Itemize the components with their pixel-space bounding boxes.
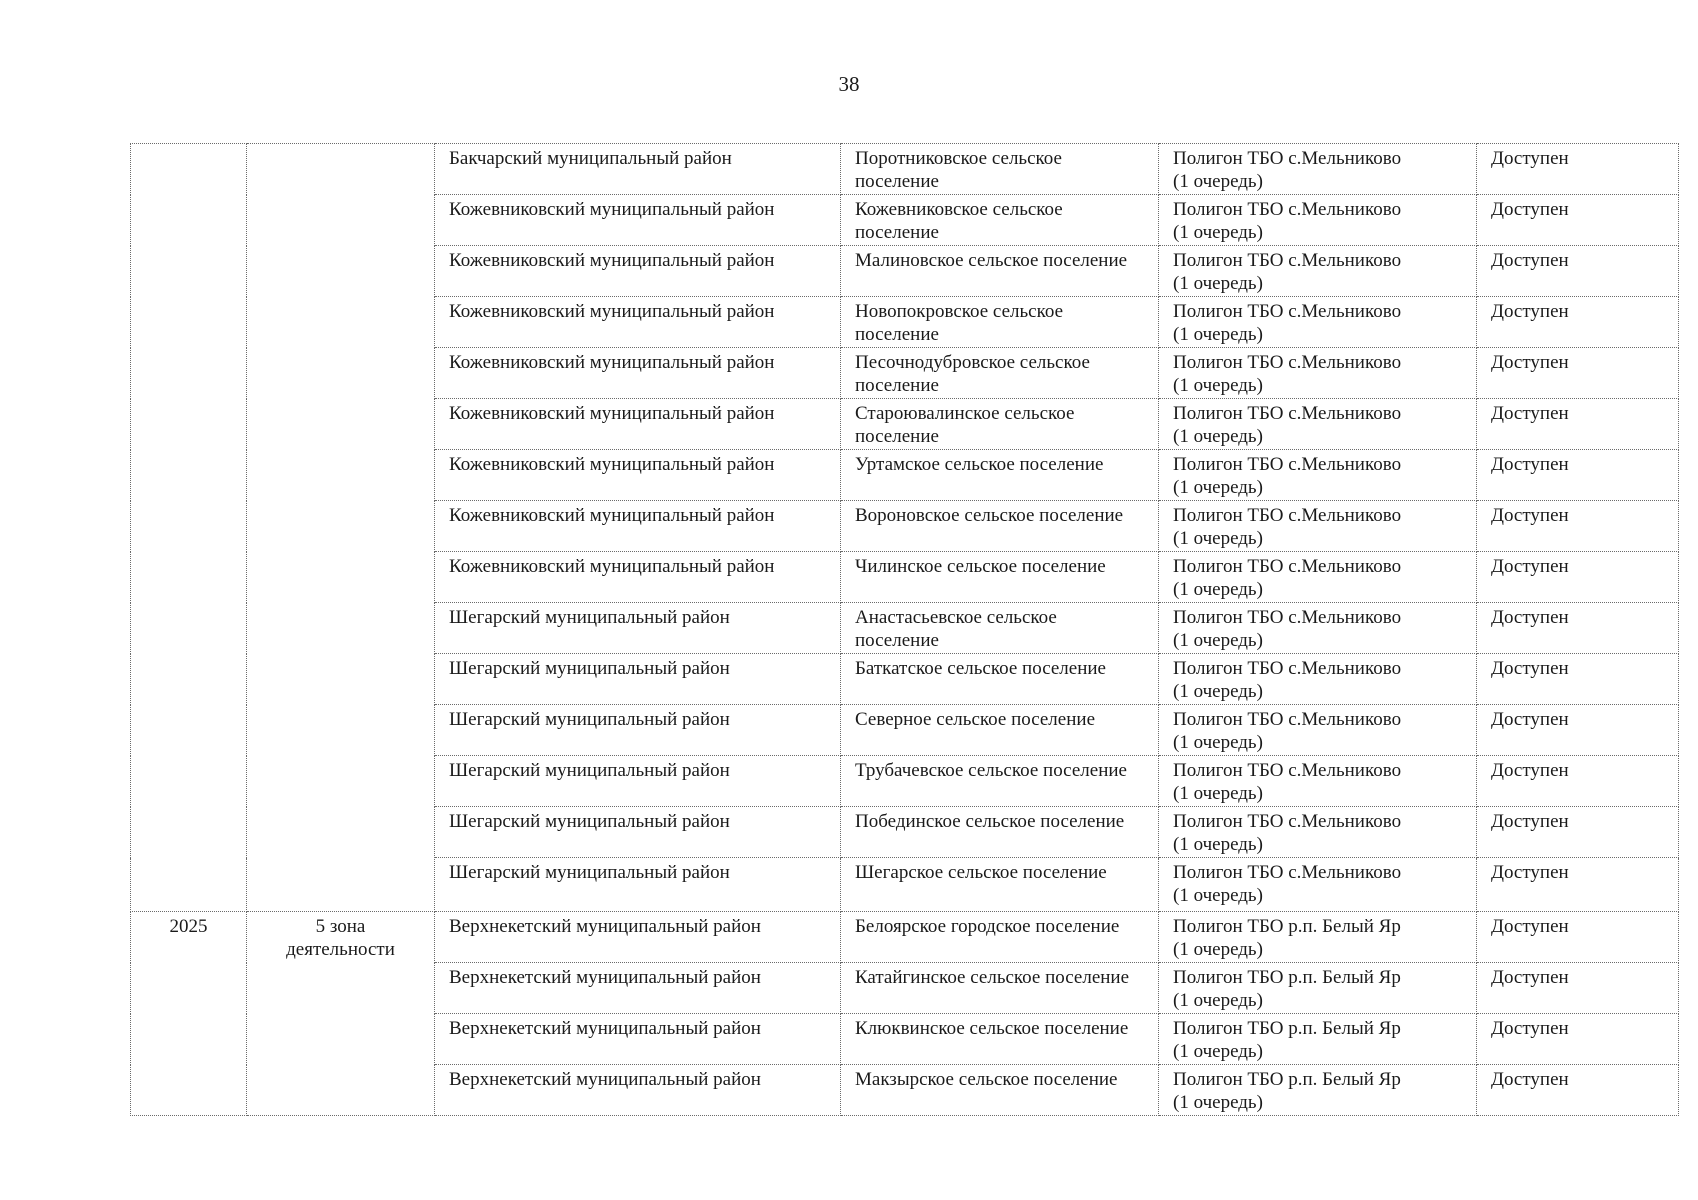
settlement-cell [841, 912, 1159, 963]
settlement-cell [841, 603, 1159, 654]
status-cell: Доступен [1477, 807, 1679, 858]
text-line: Полигон ТБО с.Мельниково [1173, 352, 1402, 373]
landfill-cell [1159, 654, 1477, 705]
landfill-cell [1159, 552, 1477, 603]
text-line: (1 очередь) [1173, 222, 1263, 243]
status-cell: Доступен [1477, 399, 1679, 450]
settlement-cell [841, 144, 1159, 195]
district-cell: Кожевниковский муниципальный район [435, 246, 841, 297]
district-cell: Верхнекетский муниципальный район [435, 1065, 841, 1116]
text-line: 5 зона [315, 916, 366, 937]
district-cell: Верхнекетский муниципальный район [435, 963, 841, 1014]
landfill-cell [1159, 705, 1477, 756]
text-line: Полигон ТБО р.п. Белый Яр [1173, 1069, 1401, 1090]
landfill-cell [1159, 756, 1477, 807]
status-cell: Доступен [1477, 858, 1679, 912]
text-line: (1 очередь) [1173, 324, 1263, 345]
status-cell: Доступен [1477, 246, 1679, 297]
status-cell: Доступен [1477, 195, 1679, 246]
text-line: Чилинское сельское поселение [855, 556, 1106, 577]
text-line: Полигон ТБО с.Мельниково [1173, 199, 1402, 220]
year-cell [131, 144, 247, 912]
text-line: поселение [855, 630, 939, 651]
status-cell: Доступен [1477, 705, 1679, 756]
status-cell: Доступен [1477, 144, 1679, 195]
landfill-cell [1159, 246, 1477, 297]
text-line: (1 очередь) [1173, 681, 1263, 702]
text-line: Песочнодубровское сельское [855, 352, 1090, 373]
landfill-cell [1159, 1065, 1477, 1116]
text-line: (1 очередь) [1173, 630, 1263, 651]
text-line: (1 очередь) [1173, 273, 1263, 294]
text-line: Полигон ТБО с.Мельниково [1173, 811, 1402, 832]
landfill-cell [1159, 348, 1477, 399]
text-line: Староювалинское сельское [855, 403, 1075, 424]
text-line: поселение [855, 222, 939, 243]
text-line: Полигон ТБО с.Мельниково [1173, 505, 1402, 526]
status-cell: Доступен [1477, 756, 1679, 807]
settlement-cell [841, 963, 1159, 1014]
district-cell: Кожевниковский муниципальный район [435, 297, 841, 348]
settlement-cell [841, 807, 1159, 858]
landfill-cell [1159, 963, 1477, 1014]
district-cell: Кожевниковский муниципальный район [435, 348, 841, 399]
district-cell: Кожевниковский муниципальный район [435, 195, 841, 246]
settlement-cell [841, 501, 1159, 552]
text-line: Вороновское сельское поселение [855, 505, 1124, 526]
district-cell: Шегарский муниципальный район [435, 807, 841, 858]
text-line: Полигон ТБО с.Мельниково [1173, 454, 1402, 475]
text-line: Полигон ТБО с.Мельниково [1173, 709, 1402, 730]
text-line: (1 очередь) [1173, 1041, 1263, 1062]
text-line: Побединское сельское поселение [855, 811, 1125, 832]
landfill-cell [1159, 399, 1477, 450]
text-line: Полигон ТБО р.п. Белый Яр [1173, 916, 1401, 937]
text-line: Полигон ТБО с.Мельниково [1173, 862, 1402, 883]
text-line: (1 очередь) [1173, 885, 1263, 906]
landfill-cell [1159, 603, 1477, 654]
text-line: поселение [855, 324, 939, 345]
text-line: Трубачевское сельское поселение [855, 760, 1127, 781]
settlement-cell [841, 858, 1159, 912]
status-cell: Доступен [1477, 297, 1679, 348]
zone-cell [247, 912, 435, 1116]
text-line: поселение [855, 171, 939, 192]
district-cell: Шегарский муниципальный район [435, 603, 841, 654]
landfill-cell [1159, 450, 1477, 501]
district-cell: Кожевниковский муниципальный район [435, 399, 841, 450]
text-line: Полигон ТБО с.Мельниково [1173, 148, 1402, 169]
settlement-cell [841, 1065, 1159, 1116]
table-row [131, 144, 1679, 195]
text-line: Шегарское сельское поселение [855, 862, 1107, 883]
district-cell: Шегарский муниципальный район [435, 756, 841, 807]
text-line: (1 очередь) [1173, 834, 1263, 855]
text-line: (1 очередь) [1173, 1092, 1263, 1113]
landfill-cell [1159, 912, 1477, 963]
text-line: Поротниковское сельское [855, 148, 1062, 169]
text-line: (1 очередь) [1173, 426, 1263, 447]
text-line: деятельности [286, 939, 395, 960]
table-row [131, 912, 1679, 963]
text-line: (1 очередь) [1173, 528, 1263, 549]
settlement-cell [841, 399, 1159, 450]
text-line: Северное сельское поселение [855, 709, 1095, 730]
settlement-cell [841, 195, 1159, 246]
settlement-cell [841, 756, 1159, 807]
settlement-cell [841, 450, 1159, 501]
text-line: Уртамское сельское поселение [855, 454, 1104, 475]
landfill-cell [1159, 195, 1477, 246]
text-line: Полигон ТБО с.Мельниково [1173, 403, 1402, 424]
text-line: Новопокровское сельское [855, 301, 1064, 322]
landfill-cell [1159, 144, 1477, 195]
text-line: Полигон ТБО с.Мельниково [1173, 607, 1402, 628]
district-cell: Верхнекетский муниципальный район [435, 912, 841, 963]
status-cell: Доступен [1477, 1014, 1679, 1065]
status-cell: Доступен [1477, 450, 1679, 501]
text-line: (1 очередь) [1173, 171, 1263, 192]
waste-landfill-table [130, 143, 1679, 1116]
text-line: (1 очередь) [1173, 477, 1263, 498]
landfill-cell [1159, 807, 1477, 858]
text-line: (1 очередь) [1173, 990, 1263, 1011]
district-cell: Шегарский муниципальный район [435, 705, 841, 756]
district-cell: Бакчарский муниципальный район [435, 144, 841, 195]
status-cell: Доступен [1477, 603, 1679, 654]
text-line: поселение [855, 375, 939, 396]
page-number: 38 [838, 72, 860, 96]
text-line: (1 очередь) [1173, 732, 1263, 753]
status-cell: Доступен [1477, 912, 1679, 963]
district-cell: Шегарский муниципальный район [435, 858, 841, 912]
district-cell: Шегарский муниципальный район [435, 654, 841, 705]
text-line: Макзырское сельское поселение [855, 1069, 1118, 1090]
settlement-cell [841, 1014, 1159, 1065]
landfill-cell [1159, 297, 1477, 348]
text-line: Полигон ТБО с.Мельниково [1173, 760, 1402, 781]
landfill-cell [1159, 858, 1477, 912]
text-line: (1 очередь) [1173, 579, 1263, 600]
status-cell: Доступен [1477, 348, 1679, 399]
text-line: Белоярское городское поселение [855, 916, 1120, 937]
year-cell: 2025 [131, 912, 247, 1116]
text-line: Полигон ТБО р.п. Белый Яр [1173, 1018, 1401, 1039]
district-cell: Кожевниковский муниципальный район [435, 450, 841, 501]
text-line: Баткатское сельское поселение [855, 658, 1106, 679]
status-cell: Доступен [1477, 501, 1679, 552]
settlement-cell [841, 552, 1159, 603]
district-cell: Кожевниковский муниципальный район [435, 552, 841, 603]
text-line: Клюквинское сельское поселение [855, 1018, 1129, 1039]
settlement-cell [841, 348, 1159, 399]
text-line: Катайгинское сельское поселение [855, 967, 1130, 988]
status-cell: Доступен [1477, 1065, 1679, 1116]
text-line: Полигон ТБО р.п. Белый Яр [1173, 967, 1401, 988]
text-line: поселение [855, 426, 939, 447]
settlement-cell [841, 297, 1159, 348]
status-cell: Доступен [1477, 552, 1679, 603]
district-cell: Кожевниковский муниципальный район [435, 501, 841, 552]
district-cell: Верхнекетский муниципальный район [435, 1014, 841, 1065]
text-line: (1 очередь) [1173, 939, 1263, 960]
landfill-cell [1159, 501, 1477, 552]
landfill-cell [1159, 1014, 1477, 1065]
text-line: (1 очередь) [1173, 375, 1263, 396]
status-cell: Доступен [1477, 963, 1679, 1014]
text-line: Полигон ТБО с.Мельниково [1173, 658, 1402, 679]
settlement-cell [841, 246, 1159, 297]
text-line: (1 очередь) [1173, 783, 1263, 804]
settlement-cell [841, 654, 1159, 705]
text-line: Полигон ТБО с.Мельниково [1173, 250, 1402, 271]
text-line: Кожевниковское сельское [855, 199, 1063, 220]
text-line: Малиновское сельское поселение [855, 250, 1128, 271]
status-cell: Доступен [1477, 654, 1679, 705]
settlement-cell [841, 705, 1159, 756]
text-line: Анастасьевское сельское [855, 607, 1057, 628]
zone-cell [247, 144, 435, 912]
text-line: Полигон ТБО с.Мельниково [1173, 556, 1402, 577]
text-line: Полигон ТБО с.Мельниково [1173, 301, 1402, 322]
